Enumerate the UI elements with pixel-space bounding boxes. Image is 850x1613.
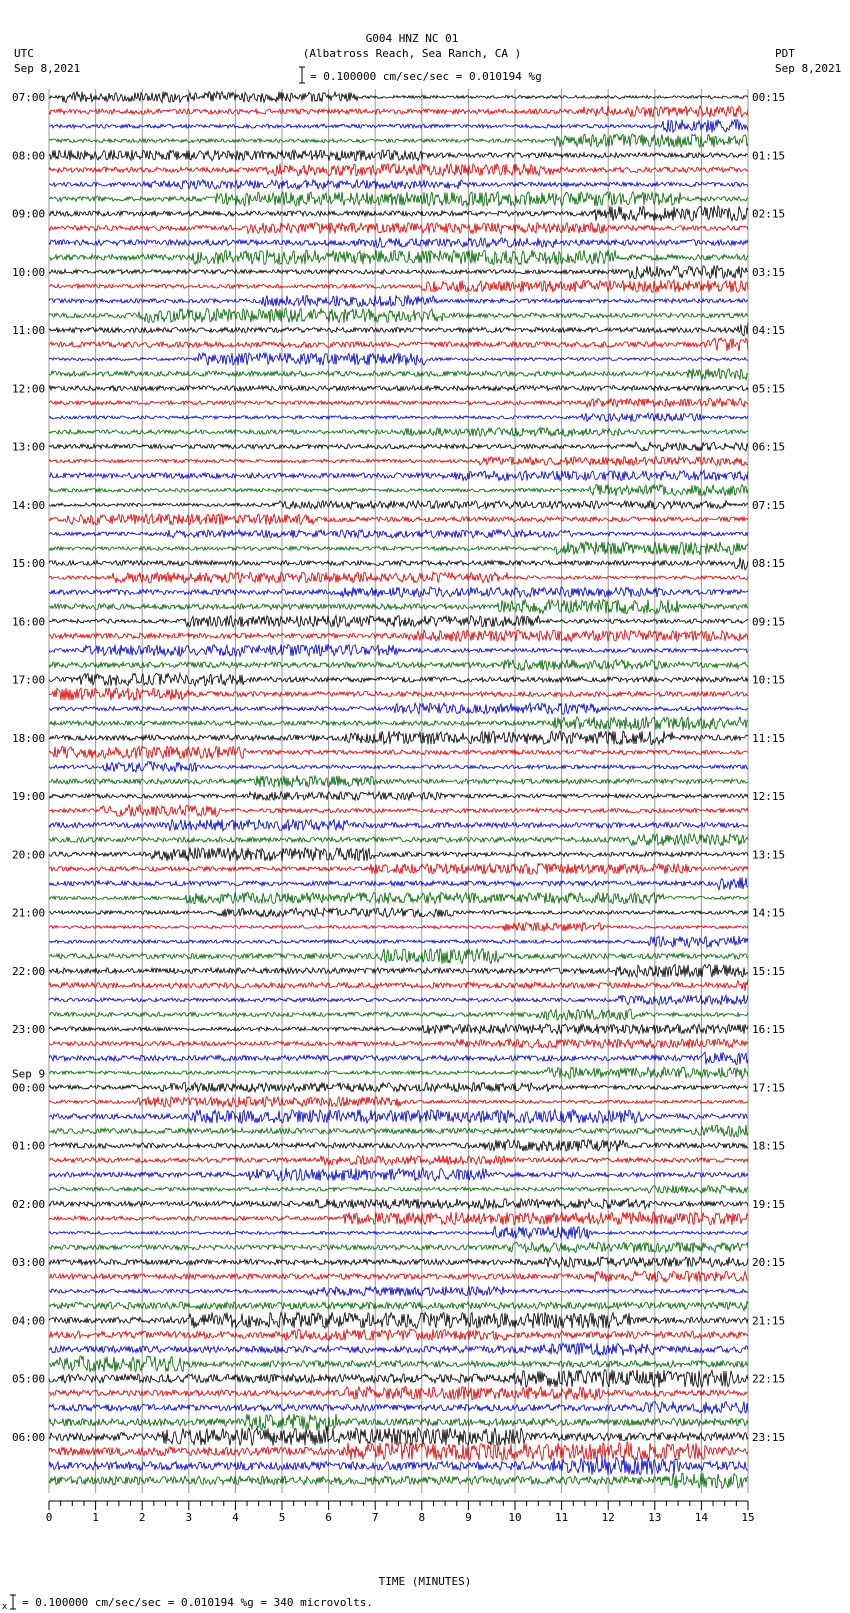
utc-label-0: 07:00 <box>12 91 46 104</box>
trace-14 <box>49 295 748 307</box>
trace-80 <box>49 1257 748 1267</box>
trace-88 <box>49 1370 748 1388</box>
pdt-label-10: 10:15 <box>752 673 786 687</box>
tick-label-3: 3 <box>185 1511 193 1524</box>
scale-text: = 0.100000 cm/sec/sec = 0.010194 %g <box>310 70 542 83</box>
trace-93 <box>49 1442 748 1460</box>
tick-label-4: 4 <box>232 1511 239 1524</box>
utc-label-19: 02:00 <box>12 1197 46 1211</box>
tick-label-0: 0 <box>45 1511 53 1524</box>
utc-label-23: 06:00 <box>12 1430 46 1444</box>
pdt-label-14: 14:15 <box>752 906 786 920</box>
trace-90 <box>49 1402 748 1414</box>
trace-5 <box>49 164 748 176</box>
trace-50 <box>49 819 748 831</box>
utc-label-9: 16:00 <box>12 615 46 629</box>
trace-29 <box>49 514 748 525</box>
chart-title: G004 HNZ NC 01 <box>365 32 459 45</box>
trace-6 <box>49 180 748 189</box>
trace-31 <box>49 542 748 555</box>
trace-69 <box>49 1097 748 1107</box>
utc-label-12: 19:00 <box>12 790 46 803</box>
trace-41 <box>49 688 748 701</box>
trace-64 <box>49 1024 748 1034</box>
time-gridlines <box>49 89 748 1493</box>
trace-59 <box>49 949 748 964</box>
trace-26 <box>49 471 748 481</box>
trace-2 <box>49 120 748 133</box>
utc-label-1: 08:00 <box>12 149 46 163</box>
trace-55 <box>49 892 748 904</box>
pdt-label-23: 23:15 <box>752 1430 786 1444</box>
trace-4 <box>49 150 748 161</box>
pdt-label-6: 06:15 <box>752 440 786 454</box>
tick-label-6: 6 <box>325 1511 332 1524</box>
seismic-traces <box>49 92 748 1489</box>
trace-23 <box>49 428 748 437</box>
trace-63 <box>49 1009 748 1020</box>
station-location: (Albatross Reach, Sea Ranch, CA ) <box>302 47 522 60</box>
trace-73 <box>49 1155 748 1165</box>
pdt-label-2: 02:15 <box>752 207 786 221</box>
tick-label-1: 1 <box>92 1511 99 1524</box>
pdt-label-5: 05:15 <box>752 382 786 396</box>
utc-label-6: 13:00 <box>12 440 46 454</box>
trace-61 <box>49 980 748 991</box>
utc-label-14: 21:00 <box>12 906 46 920</box>
trace-3 <box>49 134 748 147</box>
trace-70 <box>49 1110 748 1124</box>
pdt-label-7: 07:15 <box>752 498 786 512</box>
trace-68 <box>49 1082 748 1092</box>
pdt-label-17: 17:15 <box>752 1081 786 1095</box>
tick-label-11: 11 <box>554 1511 569 1524</box>
trace-46 <box>49 762 748 773</box>
trace-19 <box>49 368 748 380</box>
trace-36 <box>49 616 748 628</box>
left-timezone: UTC <box>14 47 34 60</box>
trace-85 <box>49 1329 748 1340</box>
trace-57 <box>49 923 748 932</box>
utc-label-11: 18:00 <box>12 731 46 745</box>
trace-8 <box>49 206 748 221</box>
pdt-hour-labels <box>752 91 785 1444</box>
trace-35 <box>49 599 748 614</box>
utc-label-15: 22:00 <box>12 964 46 978</box>
left-date: Sep 8,2021 <box>14 62 81 75</box>
utc-label-16: 23:00 <box>12 1023 46 1036</box>
tick-label-14: 14 <box>694 1511 709 1524</box>
trace-84 <box>49 1312 748 1328</box>
trace-91 <box>49 1414 748 1431</box>
trace-44 <box>49 731 748 745</box>
trace-47 <box>49 776 748 788</box>
trace-22 <box>49 413 748 422</box>
trace-89 <box>49 1386 748 1399</box>
utc-label-17: 00:00 <box>12 1081 46 1095</box>
tick-label-5: 5 <box>278 1511 286 1524</box>
utc-label-20: 03:00 <box>12 1256 46 1269</box>
pdt-label-19: 19:15 <box>752 1197 786 1211</box>
tick-label-13: 13 <box>648 1511 662 1524</box>
tick-label-10: 10 <box>508 1511 522 1524</box>
trace-38 <box>49 645 748 657</box>
trace-77 <box>49 1212 748 1225</box>
trace-24 <box>49 442 748 451</box>
scale-bar-icon <box>299 67 305 83</box>
tick-label-8: 8 <box>418 1511 426 1524</box>
trace-72 <box>49 1140 748 1152</box>
trace-43 <box>49 717 748 730</box>
utc-label-7: 14:00 <box>12 498 46 512</box>
trace-21 <box>49 398 748 407</box>
trace-75 <box>49 1185 748 1193</box>
right-timezone: PDT <box>775 47 795 60</box>
pdt-label-11: 11:15 <box>752 731 786 745</box>
tick-label-2: 2 <box>138 1511 146 1524</box>
pdt-label-4: 04:15 <box>752 324 786 337</box>
trace-12 <box>49 265 748 278</box>
trace-52 <box>49 847 748 861</box>
trace-27 <box>49 485 748 496</box>
utc-label-10: 17:00 <box>12 673 46 687</box>
pdt-label-21: 21:15 <box>752 1314 786 1328</box>
trace-40 <box>49 673 748 685</box>
utc-label-5: 12:00 <box>12 382 46 396</box>
tick-label-7: 7 <box>371 1511 379 1524</box>
pdt-label-15: 15:15 <box>752 964 786 978</box>
utc-label-8: 15:00 <box>12 557 46 570</box>
trace-51 <box>49 834 748 846</box>
pdt-label-18: 18:15 <box>752 1139 786 1153</box>
trace-60 <box>49 964 748 977</box>
trace-11 <box>49 250 748 265</box>
trace-48 <box>49 792 748 800</box>
pdt-label-12: 12:15 <box>752 790 786 803</box>
trace-39 <box>49 660 748 671</box>
trace-16 <box>49 323 748 336</box>
trace-95 <box>49 1473 748 1489</box>
trace-0 <box>49 92 748 103</box>
tick-label-9: 9 <box>465 1511 472 1524</box>
utc-label-2: 09:00 <box>12 207 46 221</box>
trace-17 <box>49 338 748 351</box>
pdt-label-9: 09:15 <box>752 615 786 629</box>
pdt-label-8: 08:15 <box>752 557 786 570</box>
trace-7 <box>49 192 748 206</box>
trace-53 <box>49 864 748 875</box>
trace-58 <box>49 936 748 947</box>
trace-56 <box>49 908 748 917</box>
trace-15 <box>49 308 748 322</box>
trace-65 <box>49 1039 748 1048</box>
utc-hour-labels <box>12 91 45 1444</box>
trace-45 <box>49 746 748 758</box>
trace-32 <box>49 558 748 570</box>
utc-label-22: 05:00 <box>12 1372 46 1386</box>
trace-30 <box>49 530 748 538</box>
trace-82 <box>49 1287 748 1296</box>
trace-37 <box>49 630 748 641</box>
utc-label-21: 04:00 <box>12 1314 46 1328</box>
footer-scale-icon <box>2 1595 16 1612</box>
utc-label-18: 01:00 <box>12 1139 46 1153</box>
trace-49 <box>49 805 748 817</box>
trace-20 <box>49 386 748 391</box>
trace-81 <box>49 1271 748 1282</box>
tick-label-15: 15 <box>741 1511 755 1524</box>
pdt-label-13: 13:15 <box>752 848 786 862</box>
trace-28 <box>49 501 748 509</box>
trace-34 <box>49 587 748 597</box>
trace-66 <box>49 1052 748 1064</box>
trace-1 <box>49 106 748 117</box>
trace-42 <box>49 703 748 714</box>
trace-54 <box>49 877 748 889</box>
trace-71 <box>49 1125 748 1137</box>
pdt-label-0: 00:15 <box>752 91 786 104</box>
pdt-label-22: 22:15 <box>752 1372 786 1386</box>
trace-9 <box>49 223 748 234</box>
trace-83 <box>49 1301 748 1310</box>
pdt-label-16: 16:15 <box>752 1023 786 1036</box>
trace-10 <box>49 238 748 248</box>
x-axis-label: TIME (MINUTES) <box>378 1575 472 1588</box>
trace-86 <box>49 1343 748 1355</box>
date-change-label: Sep 9 <box>12 1067 46 1081</box>
trace-62 <box>49 995 748 1005</box>
trace-13 <box>49 280 748 292</box>
trace-78 <box>49 1227 748 1239</box>
footer-scale-text: = 0.100000 cm/sec/sec = 0.010194 %g = 340 microvolts. <box>22 1596 373 1609</box>
right-date: Sep 8,2021 <box>775 62 842 75</box>
trace-67 <box>49 1067 748 1078</box>
trace-94 <box>49 1457 748 1475</box>
trace-79 <box>49 1242 748 1253</box>
time-axis <box>46 1501 755 1524</box>
trace-18 <box>49 353 748 366</box>
pdt-label-3: 03:15 <box>752 265 786 279</box>
utc-label-13: 20:00 <box>12 848 46 862</box>
trace-25 <box>49 457 748 466</box>
trace-87 <box>49 1356 748 1372</box>
utc-label-3: 10:00 <box>12 265 46 279</box>
pdt-label-1: 01:15 <box>752 149 786 163</box>
trace-74 <box>49 1168 748 1181</box>
trace-33 <box>49 572 748 583</box>
svg-text:x: x <box>2 1602 8 1612</box>
pdt-label-20: 20:15 <box>752 1256 786 1269</box>
tick-label-12: 12 <box>601 1511 615 1524</box>
trace-76 <box>49 1199 748 1209</box>
utc-label-4: 11:00 <box>12 324 46 337</box>
